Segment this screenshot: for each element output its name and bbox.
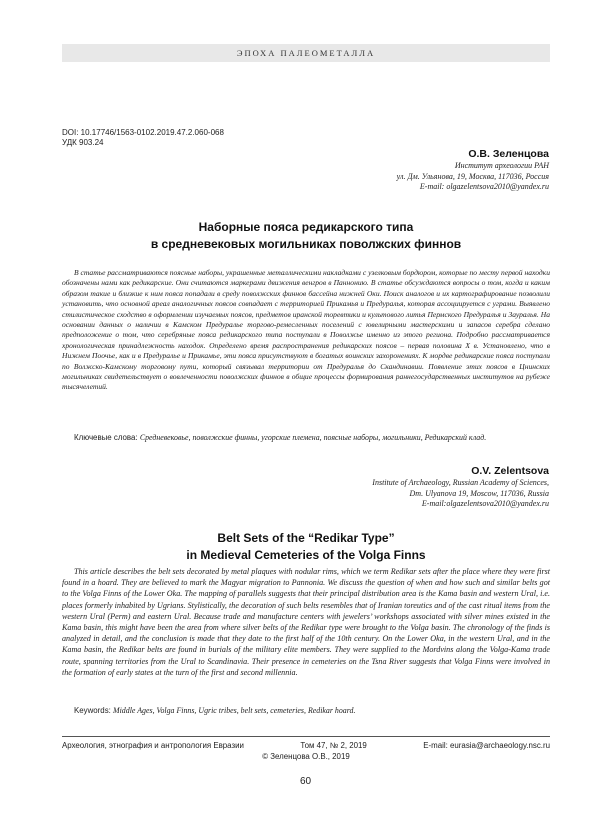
- en-address: Dm. Ulyanova 19, Moscow, 117036, Russia: [409, 488, 549, 498]
- ru-author-block: [397, 148, 549, 193]
- page-number: 60: [299, 776, 312, 787]
- en-author-block: [372, 465, 549, 510]
- section-title: ЭПОХА ПАЛЕОМЕТАЛЛА: [236, 48, 376, 58]
- udc-text: УДК 903.24: [62, 138, 104, 147]
- journal-name: Археология, этнография и антропология Евразии: [62, 741, 244, 750]
- en-institute: Institute of Archaeology, Russian Academy of Sciences,: [372, 478, 549, 487]
- en-author-name: O.V. Zelentsova: [471, 465, 549, 477]
- en-title-line-1: Belt Sets of the “Redikar Type”: [217, 531, 395, 545]
- en-keywords-label: Keywords:: [74, 706, 111, 715]
- ru-keywords: [62, 433, 550, 443]
- en-title-line-2: in Medieval Cemeteries of the Volga Finns: [186, 548, 426, 562]
- ru-article-title: [62, 219, 550, 253]
- ru-title-line-2: в средневековых могильниках поволжских финнов: [150, 237, 462, 251]
- article-identifiers: [62, 128, 224, 148]
- section-header: [62, 44, 550, 62]
- en-keywords: [62, 706, 550, 716]
- ru-keywords-label: Ключевые слова:: [74, 433, 138, 442]
- doi-text[interactable]: DOI: 10.17746/1563-0102.2019.47.2.060-068: [62, 128, 224, 137]
- ru-keywords-list: Средневековье, поволжские финны, угорские племена, поясные наборы, могильники, Редикарский клад.: [139, 433, 487, 442]
- en-keywords-list: Middle Ages, Volga Finns, Ugric tribes, belt sets, cemeteries, Redikar hoard.: [113, 706, 356, 715]
- journal-email[interactable]: E-mail: eurasia@archaeology.nsc.ru: [423, 741, 550, 750]
- ru-author-name: О.В. Зеленцова: [468, 148, 549, 160]
- ru-email[interactable]: E-mail: olgazelentsova2010@yandex.ru: [419, 182, 549, 191]
- ru-title-line-1: Наборные пояса редикарского типа: [198, 220, 414, 234]
- en-email[interactable]: E-mail:olgazelentsova2010@yandex.ru: [421, 499, 549, 508]
- ru-institute: Институт археологии РАН: [454, 161, 549, 170]
- en-abstract: This article describes the belt sets decorated by metal plaques with nodular rims, which we term Redikar sets after the place where they were first found in a hoard. They are believed to mark the Magyar migration to Pannonia. We discuss the question of when and how such and similar belts got to the Volga Finns of the Lower Oka. The mapping of parallels suggests that their principal distribution area is the Kama basin and western Ural, i.e. places formerly inhabited by Ugrians. Stylistically, the decoration of such belts resembles that of Iranian toreutics and of the cast ritual items from the western Ural (Perm) and eastern Ural. Because trade and manufacture centers with jewelers’ workshops associated with silver mines existed in the Kama basin, this might have been the area from where silver belts of the Redikar type were brought to the Volga basin. The chronology of the finds is analyzed in detail, and the conclusion is made that they date to the first half of the 10th century. On the Lower Oka, in the western Ural, and in the Kama basin, the Redikar belts are found in burials of the military elite members. They were supplied to the Mordvins along the Volga-Kama trade route, spanning territories from the Ural to Scandinavia. Their presence in cemeteries on the Tsna River suggests that Volga Finns were involved in the formation of early states at the turn of the first and second millennia.: [62, 567, 550, 677]
- ru-abstract: В статье рассматриваются поясные наборы, украшенные металлическими накладками с узелковым бордюром, которые по месту первой находки обозначены нами как редикарские. Они считаются маркерами движения венгров в Паннонию. В статье обсуждаются вопросы о том, когда и каким образом такие и близкие к ним пояса попадали в среду поволжских финнов бассейна нижней Оки. Поиск аналогов и их картографирование позволили установить, что основной ареал аналогичных поясов совпадает с территорией Прикамья и Предуралья, которая ассоциируется с уграми. Выявлено стилистическое сходство в оформлении изучаемых поясов, предметов иранской торевтики и культового литья Пермского Предуралья и Зауралья. На основании данных о наличии в Камском Предуралье торгово-ремесленных поселений с ювелирными мастерскими и запасов серебра сделано предположение о том, что серебряные пояса редикарского типа поступали в Поволжье именно из этого региона. Подробно рассматривается хронологическая принадлежность находок. Определено время распространения редикарских поясов – первая половина X в. Установлено, что в Нижнем Поочье, как и в Предуралье и Прикамье, эти пояса присутствуют в богатых воинских захоронениях. К мордве редикарские пояса поступали по Волжско-Камскому торговому пути, который связывал территории от Предуралья до Скандинавии. Появление этих поясов в Цнинских могильниках свидетельствует о вовлеченности поволжских финнов в общие процессы формирования раннегосударственных институтов на рубеже тысячелетий.: [62, 268, 550, 392]
- ru-address: ул. Дм. Ульянова, 19, Москва, 117036, Россия: [396, 171, 549, 181]
- en-article-title: [62, 530, 550, 564]
- journal-volume: Том 47, № 2, 2019: [300, 741, 367, 750]
- journal-footer: [62, 741, 550, 751]
- copyright-notice: © Зеленцова О.В., 2019: [262, 752, 350, 761]
- footer-divider: [62, 736, 550, 737]
